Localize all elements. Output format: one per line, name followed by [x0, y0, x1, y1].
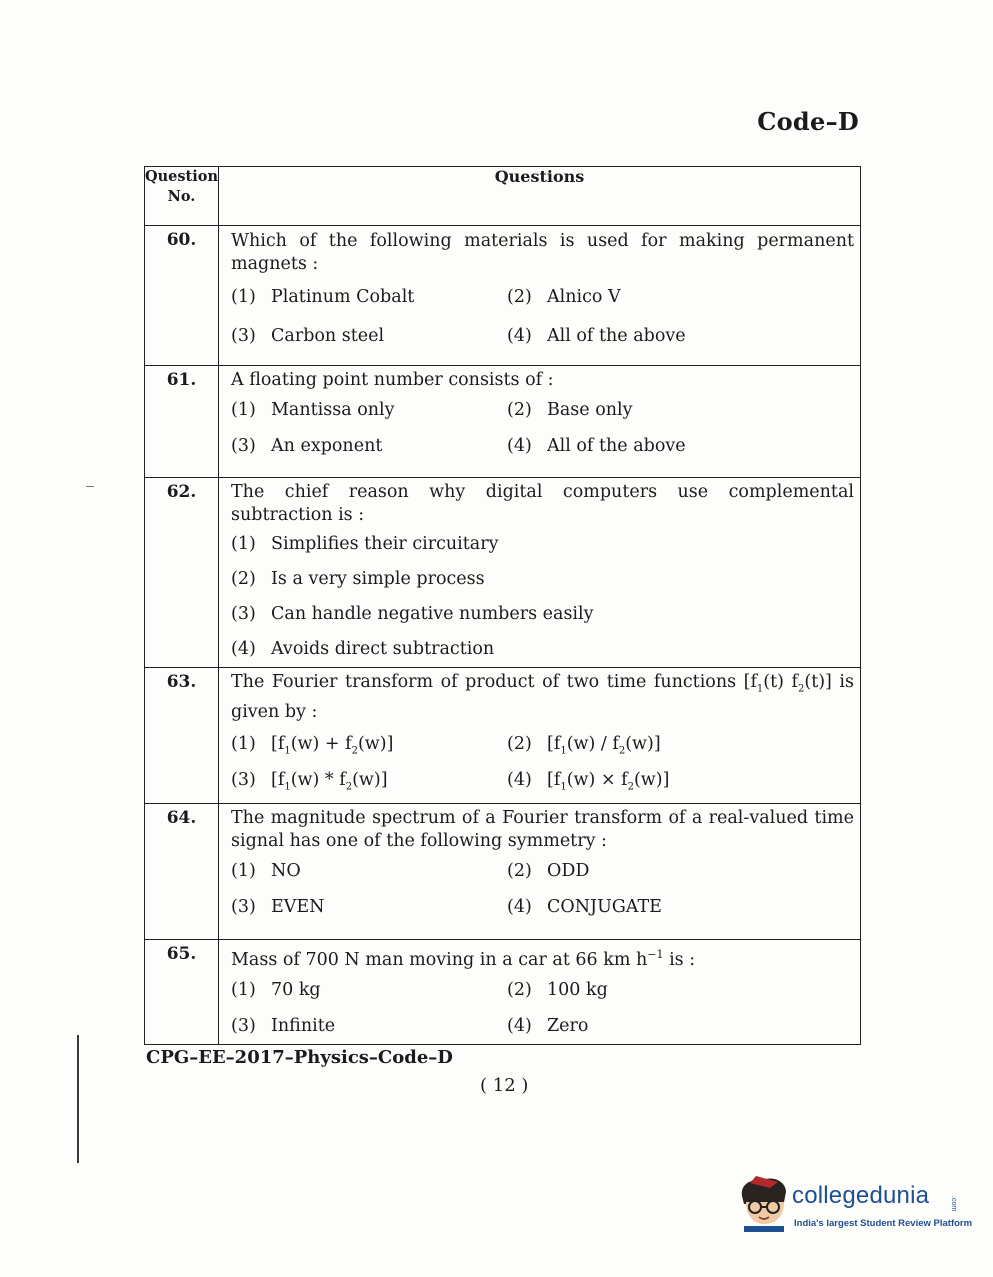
scan-edge-line: [77, 1035, 79, 1163]
page-number: ( 12 ): [480, 1075, 529, 1096]
options-grid: [231, 392, 854, 464]
option-2: (2) $[f_1(w) / f_2(w)]$: [507, 733, 661, 756]
option-2: (2) Is a very simple process: [231, 569, 485, 589]
question-cell: [219, 226, 861, 366]
question-number: 62.: [145, 478, 219, 668]
options-grid: [231, 972, 854, 1044]
question-row-63: [145, 668, 861, 804]
option-4: (4) CONJUGATE: [507, 897, 662, 917]
question-text: The magnitude spectrum of a Fourier transform of a real-valued time signal has one of the following symmetry :: [231, 808, 854, 851]
question-row-61: [145, 366, 861, 478]
option-4: (4) All of the above: [507, 436, 686, 456]
question-text: The Fourier transform of product of two time functions [$f_1(t)$ $f_2(t)$] is given by :: [231, 672, 854, 722]
option-1: (1) Platinum Cobalt: [231, 287, 415, 307]
option-1: (1) 70 kg: [231, 979, 321, 1000]
option-3: (3) Infinite: [231, 1015, 336, 1036]
question-table: [144, 166, 861, 1045]
option-4: (4) Zero: [507, 1015, 589, 1036]
questions-header: Questions: [219, 167, 861, 226]
option-1: (1) NO: [231, 861, 301, 881]
question-row-60: [145, 226, 861, 366]
question-text: Which of the following materials is used for making permanent magnets :: [231, 231, 854, 274]
question-number: 63.: [145, 668, 219, 804]
option-3: (3) Can handle negative numbers easily: [231, 604, 594, 624]
question-no-header: Question No.: [145, 167, 219, 226]
options-grid: [231, 279, 854, 354]
scan-mark: [86, 486, 94, 487]
option-3: (3) An exponent: [231, 436, 383, 456]
question-number: 60.: [145, 226, 219, 366]
question-number: 61.: [145, 366, 219, 478]
option-1: (1) Simplifies their circuitary: [231, 534, 499, 554]
option-2: (2) Alnico V: [507, 287, 621, 307]
question-cell: [219, 668, 861, 804]
paper-code-footer: CPG–EE–2017–Physics–Code–D: [146, 1047, 453, 1068]
question-text: Mass of 700 N man moving in a car at 66 km $h^{-1}$ is :: [231, 948, 696, 970]
question-row-65: [145, 940, 861, 1045]
option-2: (2) ODD: [507, 861, 590, 881]
table-header-row: [145, 167, 861, 226]
option-3: (3) Carbon steel: [231, 326, 385, 346]
question-cell: [219, 940, 861, 1045]
option-2: (2) 100 kg: [507, 979, 608, 1000]
option-3: (3) $[f_1(w) * f_2(w)]$: [231, 769, 388, 792]
option-1: (1) Mantissa only: [231, 400, 395, 420]
question-cell: [219, 804, 861, 940]
option-2: (2) Base only: [507, 400, 633, 420]
watermark-brand-name: collegedunia: [792, 1182, 930, 1209]
question-number: 65.: [145, 940, 219, 1045]
option-1: (1) $[f_1(w) + f_2(w)]$: [231, 733, 394, 756]
question-cell: [219, 478, 861, 668]
option-4: (4) Avoids direct subtraction: [231, 639, 495, 659]
question-text: A floating point number consists of :: [231, 370, 554, 390]
question-row-64: [145, 804, 861, 940]
code-label: Code–D: [757, 107, 859, 136]
option-4: (4) $[f_1(w) \times f_2(w)]$: [507, 769, 670, 792]
option-4: (4) All of the above: [507, 326, 686, 346]
options-list: [231, 527, 854, 667]
watermark-tagline: India's largest Student Review Platform: [794, 1218, 973, 1229]
question-text: The chief reason why digital computers use complemental subtraction is :: [231, 482, 854, 525]
option-3: (3) EVEN: [231, 897, 325, 917]
watermark-domain-suffix: .com: [950, 1196, 957, 1212]
options-grid: [231, 853, 854, 925]
question-cell: [219, 366, 861, 478]
question-number: 64.: [145, 804, 219, 940]
options-grid: [231, 726, 854, 798]
question-row-62: [145, 478, 861, 668]
